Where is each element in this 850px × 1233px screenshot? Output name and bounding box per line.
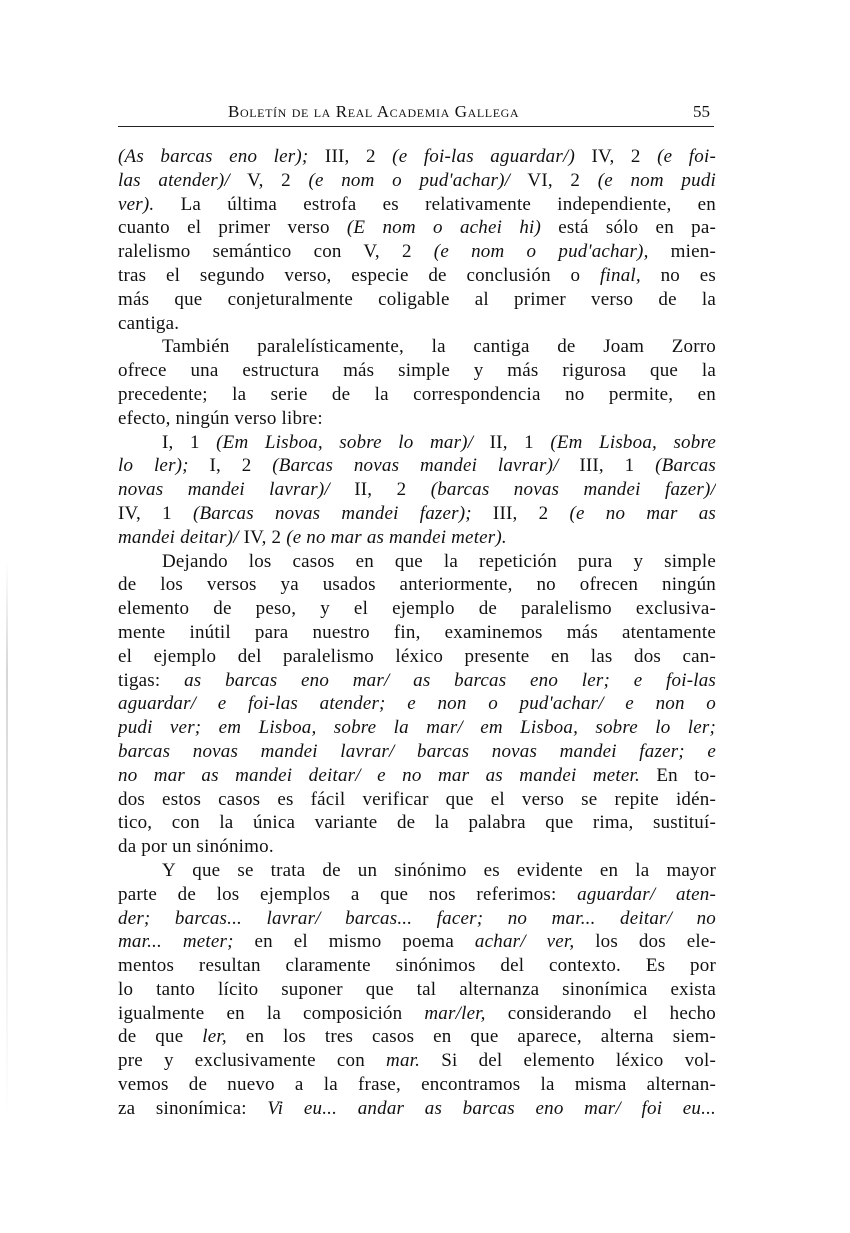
text-run: ralelismo semántico con V, 2: [118, 241, 434, 263]
text-line: [118, 978, 716, 1002]
text-run: parte de los ejemplos a que nos referimos:: [118, 883, 578, 905]
text-run: IV, 2: [238, 526, 287, 548]
text-line: [118, 907, 716, 931]
scan-edge-artifact: [6, 560, 8, 1120]
italic-text: ler,: [202, 1026, 227, 1048]
journal-title: Boletín de la Real Academia Gallega: [228, 102, 520, 121]
text-line: [118, 264, 716, 288]
text-run: I, 1: [162, 431, 217, 453]
text-line: [118, 740, 716, 764]
text-run: cantiga.: [118, 312, 180, 334]
text-run: pre y exclusivamente con: [118, 1050, 387, 1072]
text-line: [118, 1025, 716, 1049]
text-line: [118, 335, 716, 359]
text-run: igualmente en la composición: [118, 1002, 425, 1024]
text-run: Y que se trata de un sinónimo es evidente en la mayor: [162, 859, 716, 881]
italic-text: mar.: [386, 1050, 421, 1072]
text-line: [118, 359, 716, 383]
text-run: en el mismo poema: [233, 931, 475, 953]
text-line: [118, 383, 716, 407]
text-run: da por un sinónimo.: [118, 836, 274, 858]
italic-text: no mar as mandei deitar/ e no mar as mandei meter.: [118, 764, 640, 786]
text-run: tico, con la única variante de la palabra que rima, sustituí-: [118, 812, 716, 834]
text-line: [118, 930, 716, 954]
italic-text: aguardar/ e foi-las atender; e non o pud'achar/ e non o: [118, 693, 716, 715]
italic-text: achar/ ver,: [474, 931, 575, 953]
italic-text: (e nom o pud'achar)/: [308, 169, 511, 191]
italic-text: mar... meter;: [118, 931, 234, 953]
text-run: de los versos ya usados anteriormente, no ofrecen ningún: [118, 574, 716, 596]
text-line: [118, 550, 716, 574]
text-run: dos estos casos es fácil verificar que el verso se repite idén-: [118, 788, 716, 810]
text-line: [118, 407, 716, 431]
text-line: [118, 1073, 716, 1097]
text-run: más que conjeturalmente coligable al primer verso de la: [118, 288, 716, 310]
text-run: mien-: [648, 241, 716, 263]
text-line: [118, 692, 716, 716]
text-line: [118, 573, 716, 597]
text-line: [118, 240, 716, 264]
text-line: [118, 621, 716, 645]
italic-text: as barcas eno mar/ as barcas eno ler; e foi-las: [184, 669, 716, 691]
text-run: vemos de nuevo a la frase, encontramos la misma alternan-: [118, 1074, 716, 1096]
text-run: mentos resultan claramente sinónimos del contexto. Es por: [118, 955, 716, 977]
text-line: [118, 835, 716, 859]
text-line: [118, 764, 716, 788]
text-run: ofrece una estructura más simple y más rigurosa que la: [118, 360, 716, 382]
text-line: [118, 788, 716, 812]
text-line: [118, 859, 716, 883]
italic-text: pudi ver; em Lisboa, sobre la mar/ em Lisboa, sobre lo ler;: [118, 717, 716, 739]
italic-text: final,: [600, 264, 641, 286]
text-line: [118, 193, 716, 217]
text-line: [118, 431, 716, 455]
page-number: 55: [693, 102, 710, 121]
italic-text: ver).: [118, 193, 155, 215]
text-run: considerando el hecho: [485, 1002, 716, 1024]
body-text: [118, 145, 716, 1121]
text-run: III, 2: [471, 502, 570, 524]
text-line: [118, 454, 716, 478]
text-line: [118, 312, 716, 336]
text-line: [118, 1049, 716, 1073]
text-run: está sólo en pa-: [541, 217, 716, 239]
text-run: La última estrofa es relativamente independiente, en: [154, 193, 716, 215]
text-line: [118, 526, 716, 550]
text-line: [118, 716, 716, 740]
text-run: lo tanto lícito suponer que tal alternanza sinonímica exista: [118, 978, 716, 1000]
italic-text: mandei deitar)/: [118, 526, 239, 548]
text-run: III, 2: [308, 146, 393, 167]
text-run: efecto, ningún verso libre:: [118, 407, 323, 429]
italic-text: (Barcas: [655, 455, 716, 477]
italic-text: barcas novas mandei lavrar/ barcas novas mandei fazer; e: [118, 740, 716, 762]
text-line: [118, 883, 716, 907]
italic-text: (As barcas eno ler);: [118, 146, 309, 167]
italic-text: (barcas novas mandei fazer)/: [430, 479, 716, 501]
text-run: VI, 2: [510, 169, 598, 191]
text-run: IV, 1: [118, 502, 193, 524]
text-line: [118, 169, 716, 193]
running-header: [118, 100, 714, 127]
text-line: [118, 597, 716, 621]
text-line: [118, 216, 716, 240]
text-line: [118, 288, 716, 312]
italic-text: (e no mar as mandei meter).: [286, 526, 507, 548]
text-run: Dejando los casos en que la repetición pura y simple: [162, 550, 716, 572]
text-run: za sinonímica:: [118, 1097, 268, 1119]
text-run: II, 2: [329, 479, 431, 501]
text-run: el ejemplo del paralelismo léxico presente en las dos can-: [118, 645, 716, 667]
text-run: IV, 2: [574, 146, 658, 167]
italic-text: Vi eu... andar as barcas eno mar/ foi eu...: [267, 1097, 716, 1119]
text-line: [118, 1097, 716, 1121]
text-line: [118, 669, 716, 693]
text-run: los dos ele-: [574, 931, 716, 953]
text-run: También paralelísticamente, la cantiga de Joam Zorro: [162, 336, 716, 358]
text-line: [118, 954, 716, 978]
italic-text: (E nom o achei hi): [346, 217, 542, 239]
italic-text: aguardar/ aten-: [577, 883, 716, 905]
text-run: en los tres casos en que aparece, alterna siem-: [226, 1026, 716, 1048]
text-run: precedente; la serie de la correspondencia no permite, en: [118, 383, 716, 405]
italic-text: der; barcas... lavrar/ barcas... facer; no mar... deitar/ no: [118, 907, 716, 929]
italic-text: novas mandei lavrar)/: [118, 479, 330, 501]
italic-text: (Barcas novas mandei fazer);: [192, 502, 472, 524]
text-run: no es: [640, 264, 716, 286]
text-run: Si del elemento léxico vol-: [420, 1050, 716, 1072]
italic-text: (e no mar as: [569, 502, 716, 524]
italic-text: (e nom o pud'achar),: [433, 241, 649, 263]
italic-text: (e nom pudi: [597, 169, 716, 191]
text-run: En to-: [639, 764, 716, 786]
text-run: cuanto el primer verso: [118, 217, 347, 239]
text-run: de que: [118, 1026, 203, 1048]
text-run: III, 1: [558, 455, 656, 477]
italic-text: mar/ler,: [424, 1002, 486, 1024]
italic-text: (Barcas novas mandei lavrar)/: [272, 455, 559, 477]
text-run: tigas:: [118, 669, 185, 691]
text-line: [118, 645, 716, 669]
text-run: II, 1: [473, 431, 551, 453]
text-run: V, 2: [229, 169, 309, 191]
text-run: mente inútil para nuestro fin, examinemos más atentamente: [118, 621, 716, 643]
italic-text: (e foi-: [657, 146, 716, 167]
italic-text: lo ler);: [118, 455, 189, 477]
text-line: [118, 502, 716, 526]
text-line: [118, 811, 716, 835]
italic-text: (Em Lisboa, sobre lo mar)/: [216, 431, 474, 453]
text-run: I, 2: [188, 455, 273, 477]
text-run: tras el segundo verso, especie de conclusión o: [118, 264, 601, 286]
text-line: [118, 478, 716, 502]
italic-text: (e foi-las aguardar/): [392, 146, 575, 167]
text-run: elemento de peso, y el ejemplo de paralelismo exclusiva-: [118, 598, 716, 620]
text-line: [118, 1002, 716, 1026]
text-line: [118, 145, 716, 169]
italic-text: (Em Lisboa, sobre: [550, 431, 716, 453]
italic-text: las atender)/: [118, 169, 230, 191]
